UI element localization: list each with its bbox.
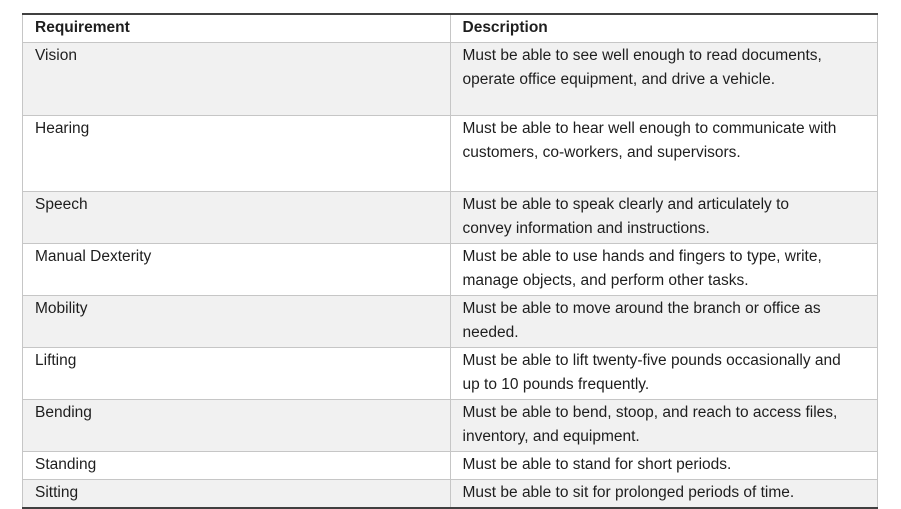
description-cell: Must be able to hear well enough to communicate with customers, co-workers, and supervisors. xyxy=(450,116,878,192)
table-row xyxy=(23,348,878,400)
table-header xyxy=(23,14,878,43)
description-cell: Must be able to bend, stoop, and reach to access files, inventory, and equipment. xyxy=(450,400,878,452)
description-cell: Must be able to lift twenty-five pounds occasionally and up to 10 pounds frequently. xyxy=(450,348,878,400)
header-row xyxy=(23,14,878,43)
column-header-requirement: Requirement xyxy=(23,14,451,43)
description-cell: Must be able to speak clearly and articulately to convey information and instructions. xyxy=(450,192,878,244)
description-cell: Must be able to stand for short periods. xyxy=(450,452,878,480)
table-row xyxy=(23,296,878,348)
column-header-description: Description xyxy=(450,14,878,43)
table-row xyxy=(23,116,878,192)
table-row xyxy=(23,192,878,244)
requirement-cell: Vision xyxy=(23,43,451,116)
requirement-cell: Bending xyxy=(23,400,451,452)
description-cell: Must be able to move around the branch or office as needed. xyxy=(450,296,878,348)
requirement-cell: Standing xyxy=(23,452,451,480)
requirement-cell: Sitting xyxy=(23,480,451,509)
requirements-table xyxy=(22,13,878,509)
table-row xyxy=(23,244,878,296)
table-row xyxy=(23,480,878,509)
requirement-cell: Speech xyxy=(23,192,451,244)
requirement-cell: Manual Dexterity xyxy=(23,244,451,296)
description-cell: Must be able to see well enough to read documents, operate office equipment, and drive a vehicle. xyxy=(450,43,878,116)
table-row xyxy=(23,452,878,480)
table-row xyxy=(23,43,878,116)
requirement-cell: Hearing xyxy=(23,116,451,192)
description-cell: Must be able to sit for prolonged periods of time. xyxy=(450,480,878,509)
table-row xyxy=(23,400,878,452)
table-body xyxy=(23,43,878,509)
description-cell: Must be able to use hands and fingers to type, write, manage objects, and perform other tasks. xyxy=(450,244,878,296)
requirement-cell: Mobility xyxy=(23,296,451,348)
requirement-cell: Lifting xyxy=(23,348,451,400)
